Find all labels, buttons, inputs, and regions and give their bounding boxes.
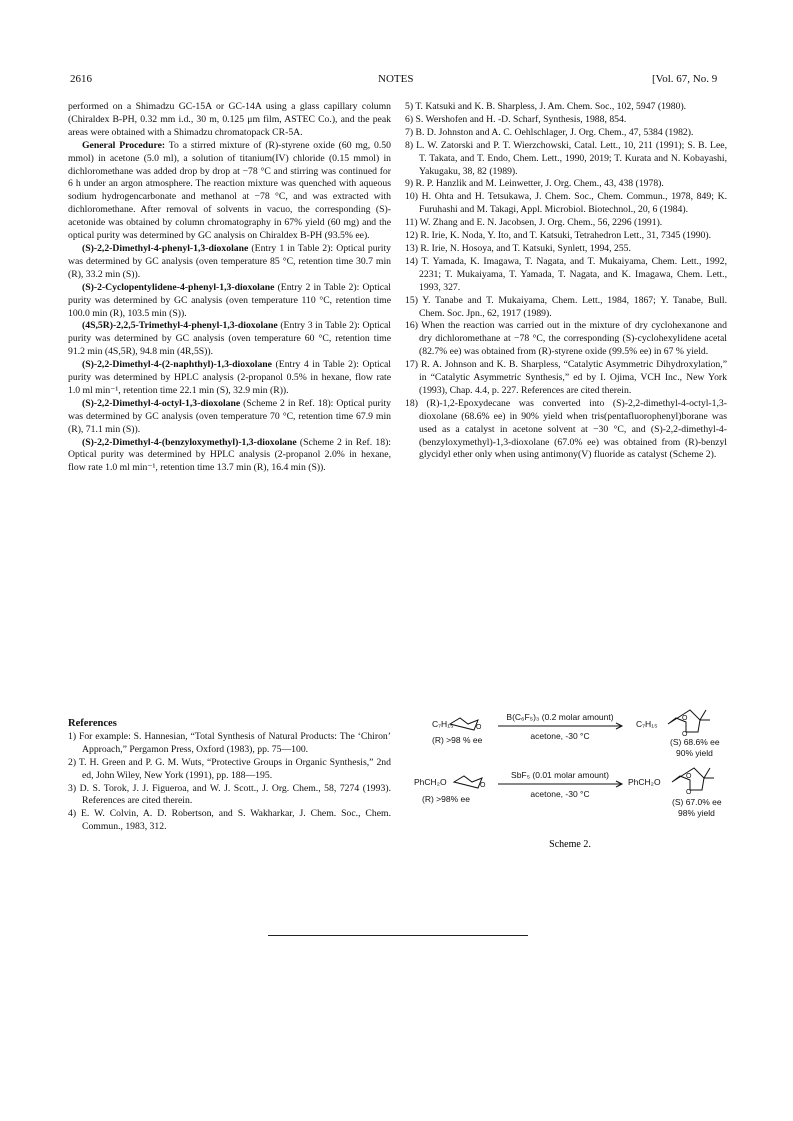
svg-text:O: O xyxy=(480,782,486,789)
svg-text:acetone, -30 °C xyxy=(530,731,589,741)
running-head: NOTES xyxy=(378,73,414,85)
compound-6 xyxy=(68,437,391,476)
general-procedure-text: To a stirred mixture of (R)-styrene oxide (60 mg, 0.50 mmol) in acetone (5.0 ml), a solution of titanium(IV) chloride (0.15 mmol) in dichloromethane was added drop by drop at −78 °C and stirring was continued for 6 h under an argon atmosphere. The reaction mixture was quenched with aqueous sodium hydrogencarbonate and methanol at −78 °C, and was extracted with dichloromethane. After removal of solvents in vacuo, the corresponding (S)-acetonide was obtained by column chromatography in 67% yield (60 mg) and the optical purity was determined by GC analysis on Chiraldex B-PH (93.5% ee). xyxy=(68,139,391,242)
compound-4-text: (Entry 4 in Table 2): Optical purity was determined by HPLC analysis (2-propanol 0.5% in hexane, flow rate 1.0 ml min⁻¹, retention time 22.1 min (S), 32.9 min (R)). xyxy=(68,359,391,396)
r2-start-ee: (R) >98% ee xyxy=(422,794,470,804)
reference-item: 6) S. Wershofen and H. -D. Scharf, Synthesis, 1988, 854. xyxy=(405,113,627,125)
r1-start-label: C₇H₁₅ xyxy=(432,719,454,729)
reference-item: 9) R. P. Hanzlik and M. Leinwetter, J. Org. Chem., 43, 438 (1978). xyxy=(405,178,664,190)
compound-2-text: (Entry 2 in Table 2): Optical purity was determined by GC analysis (oven temperature 110 °C, retention time 100.0 min (R), 103.5 min (S)). xyxy=(68,281,391,319)
r2-conditions: acetone, -30 °C xyxy=(530,789,590,799)
references-right xyxy=(405,101,727,462)
compound-5-text: (Scheme 2 in Ref. 18): Optical purity was determined by GC analysis (oven temperature 70 °C, retention time 67.9 min (R), 71.1 min (S)). xyxy=(68,397,391,435)
compound-3-name: (4S,5R)-2,2,5-Trimethyl-4-phenyl-1,3-dioxolane xyxy=(82,320,278,332)
reference-item: 7) B. D. Johnston and A. C. Oehlschlager, J. Org. Chem., 47, 5384 (1982). xyxy=(405,126,694,138)
svg-text:O: O xyxy=(686,789,692,796)
reference-item: 2) T. H. Green and P. G. M. Wuts, “Protective Groups in Organic Synthesis,” 2nd ed, John Wiley, New York (1991), pp. 188—195. xyxy=(68,756,391,781)
intro-paragraph: performed on a Shimadzu GC-15A or GC-14A using a glass capillary column (Chiraldex B-PH, 0.32 mm i.d., 30 m, 0.125 μm film, ASTEC Co.), and the peak areas were obtained with a Shimadzu chromatopack CR-5A. xyxy=(68,101,391,138)
general-procedure xyxy=(68,140,391,243)
compound-5-name: (S)-2,2-Dimethyl-4-octyl-1,3-dioxolane xyxy=(82,397,241,409)
reference-item: 17) R. A. Johnson and K. B. Sharpless, “Catalytic Asymmetric Dihydroxylation,” in “Catalytic Asymmetric Synthesis,” ed by I. Ojima, VCH Inc., New York (1993), Chap. 4.4, p. 227. References are cited therein. xyxy=(405,359,727,396)
end-rule xyxy=(268,935,528,936)
r1-product-ee: (S) 68.6% ee xyxy=(670,737,720,747)
epoxide-structure xyxy=(454,776,482,788)
svg-text:Scheme 2. xyxy=(549,839,591,850)
svg-text:O: O xyxy=(686,773,692,780)
svg-text:PhCH₂O xyxy=(628,777,661,787)
r2-yield: 98% yield xyxy=(678,808,715,818)
r2-product-ee: (S) 67.0% ee xyxy=(672,797,722,807)
svg-text:(R) >98 % ee xyxy=(432,735,483,745)
reference-item: 16) When the reaction was carried out in the mixture of dry cyclohexanone and dry dichloromethane at −78 °C, the corresponding (S)-cyclohexylidene acetal (82.7% ee) was obtained from (R)-styrene oxide (99.5% ee) in 67 % yield. xyxy=(405,320,727,358)
svg-text:B(C₆F₅)₃ (0.2 molar amount) xyxy=(506,712,613,722)
svg-text:SbF₅ (0.01 molar amount) xyxy=(511,770,609,780)
reference-item: 15) Y. Tanabe and T. Mukaiyama, Chem. Lett., 1984, 1867; Y. Tanabe, Bull. Chem. Soc. Jpn., 62, 1917 (1989). xyxy=(405,294,727,319)
left-column xyxy=(68,101,391,475)
r2-reagent: SbF₅ (0.01 molar amount) xyxy=(511,770,609,780)
reference-item: 4) E. W. Colvin, A. D. Robertson, and S. Wakharkar, J. Chem. Soc., Chem. Commun., 1983, 312. xyxy=(68,808,391,833)
svg-text:O: O xyxy=(476,724,482,731)
scheme-caption: Scheme 2. xyxy=(549,839,591,850)
r2-start-label: PhCH₂O xyxy=(414,777,447,787)
compound-1-name: (S)-2,2-Dimethyl-4-phenyl-1,3-dioxolane xyxy=(82,242,249,254)
reference-item: 5) T. Katsuki and K. B. Sharpless, J. Am. Chem. Soc., 102, 5947 (1980). xyxy=(405,101,687,112)
compound-4-name: (S)-2,2-Dimethyl-4-(2-naphthyl)-1,3-dioxolane xyxy=(82,359,272,371)
compound-1-text: (Entry 1 in Table 2): Optical purity was determined by GC analysis (oven temperature 85 °C, retention time 30.7 min (R), 33.2 min (S)). xyxy=(68,242,391,280)
svg-text:O: O xyxy=(682,715,688,722)
svg-text:(S) 67.0% ee xyxy=(672,797,722,807)
compound-4 xyxy=(68,359,391,398)
reference-item: 13) R. Irie, N. Hosoya, and T. Katsuki, Synlett, 1994, 255. xyxy=(405,242,631,254)
references-heading: References xyxy=(68,718,117,729)
compound-3 xyxy=(68,320,391,359)
reference-item: 8) L. W. Zatorski and P. T. Wierzchowski, Catal. Lett., 10, 211 (1991); S. B. Lee, T. Takata, and T. Endo, Chem. Lett., 1990, 2019; T. Kurata and N. Kobayashi, Yakugaku, 38, 82 (1989). xyxy=(405,139,727,177)
reference-item: 3) D. S. Torok, J. J. Figueroa, and W. J. Scott., J. Org. Chem., 58, 7274 (1993). References are cited therein. xyxy=(68,782,391,807)
scheme-2-figure xyxy=(410,698,730,863)
general-procedure-heading: General Procedure: xyxy=(82,139,166,151)
svg-text:(R) >98% ee xyxy=(422,794,470,804)
page-number: 2616 xyxy=(70,73,92,85)
r1-product-label: C₇H₁₅ xyxy=(636,719,658,729)
compound-2 xyxy=(68,282,391,321)
svg-text:O: O xyxy=(682,731,688,738)
svg-text:C₇H₁₅ xyxy=(636,719,658,729)
reference-item: 10) H. Ohta and H. Tetsukawa, J. Chem. Soc., Chem. Commun., 1978, 849; K. Furuhashi and M. Takagi, Appl. Microbiol. Biotechnol., 20, 6 (1984). xyxy=(405,191,727,216)
compound-1 xyxy=(68,243,391,282)
epoxide-structure xyxy=(450,718,478,730)
compound-3-text: (Entry 3 in Table 2): Optical purity was determined by GC analysis (oven temperature 60 °C, retention time 91.2 min (4S,5R), 94.8 min (4R,5S)). xyxy=(68,320,391,358)
svg-text:90% yield xyxy=(676,748,713,758)
reference-item: 18) (R)-1,2-Epoxydecane was converted into (S)-2,2-dimethyl-4-octyl-1,3-dioxolane (68.6% ee) in 90% yield when tris(pentafluorophenyl)borane was used as a catalyst in acetone solvent at −30 °C, and (S)-2,2-dimethyl-4-(benzyloxymethyl)-1,3-dioxolane (67.0% ee) was obtained from (R)-benzyl glycidyl ether only when using antimony(V) fluoride as catalyst (Scheme 2). xyxy=(405,397,727,461)
references-left xyxy=(68,718,391,834)
r2-product-label: PhCH₂O xyxy=(628,777,661,787)
r1-start-ee: (R) >98 % ee xyxy=(432,735,483,745)
compound-5 xyxy=(68,398,391,437)
svg-text:98% yield xyxy=(678,808,715,818)
volume-info: [Vol. 67, No. 9 xyxy=(652,73,718,85)
reference-item: 11) W. Zhang and E. N. Jacobsen, J. Org. Chem., 56, 2296 (1991). xyxy=(405,217,663,229)
reference-item: 1) For example: S. Hannesian, “Total Synthesis of Natural Products: The ‘Chiron’ Approach,” Pergamon Press, Oxford (1983), pp. 75—100. xyxy=(68,730,391,755)
svg-text:(S) 68.6% ee xyxy=(670,737,720,747)
svg-text:C₇H₁₅ xyxy=(432,719,454,729)
svg-text:acetone, -30 °C xyxy=(530,789,589,799)
compound-6-name: (S)-2,2-Dimethyl-4-(benzyloxymethyl)-1,3-dioxolane xyxy=(82,436,297,448)
reference-item: 14) T. Yamada, K. Imagawa, T. Nagata, and T. Mukaiyama, Chem. Lett., 1992, 2231; T. Mukaiyama, T. Yamada, T. Nagata, and K. Imagawa, Chem. Lett., 1993, 327. xyxy=(405,255,727,293)
r1-reagent: B(C₆F₅)₃ (0.2 molar amount) xyxy=(506,712,614,722)
compound-2-name: (S)-2-Cyclopentylidene-4-phenyl-1,3-dioxolane xyxy=(82,281,275,293)
svg-text:PhCH₂O xyxy=(414,777,447,787)
reference-item: 12) R. Irie, K. Noda, Y. Ito, and T. Katsuki, Tetrahedron Lett., 31, 7345 (1990). xyxy=(405,230,712,242)
r1-yield: 90% yield xyxy=(676,748,713,758)
r1-conditions: acetone, -30 °C xyxy=(530,731,590,741)
compound-6-text: (Scheme 2 in Ref. 18): Optical purity was determined by HPLC analysis (2-propanol 2.0% in hexane, flow rate 1.0 ml min⁻¹, retention time 13.7 min (R), 16.4 min (S)). xyxy=(68,436,391,474)
